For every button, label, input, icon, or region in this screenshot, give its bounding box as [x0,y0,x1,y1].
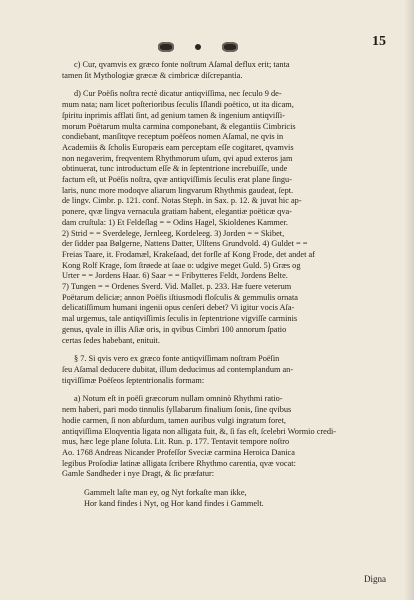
text-line: Academiis & ſcholis Europæis eam perceptam eſſe cogitaret, qvamvis [62,142,294,152]
text-line: laris, nunc more modoqve aliarum lingvarum Rhythmis gaudeat, ſept. [62,185,294,195]
page-edge [404,0,414,600]
text-line: Kong Rolf Krage, ſom ſtrøede at ſaae o: udgive meget Guld. 5) Græs og [62,260,301,270]
text-line: legibus Proſodiæ latinæ alligata ſcribere Rhythmo carentia, qvæ vocat: [62,458,296,468]
text-line: hodie carmen, ſi non abſurdum, tamen auribus vulgi ingratum foret, [62,415,286,425]
text-line: non negaverim, freqventem Rhythmorum uſum, qvi apud exteros jam [62,153,293,163]
text-line: Gammelt laſte man ey, og Nyt forkaſte man ikke, [84,488,247,498]
text-line: Poëtarum deliciæ; annon Poëſis iſtiusmodi floſculis & gemmulis ornata [62,292,298,302]
page-number: 15 [372,34,386,49]
text-line: genus, qvale in illis Aſiæ oris, in qvibus Cimbri 100 annorum ſpatio [62,324,287,334]
text-line: Freias Taare, it. Frodamæl, Krakeſaad, det forſle af Kong Frode, det andet af [62,249,315,259]
text-line: tiqviſſimæ Poëſeos ſeptentrionalis formam: [62,375,205,385]
text-line: certas ſedes habebant, enituit. [62,335,160,345]
text-line: de lingv. Cimbr. p. 121. conf. Notas Steph. in Sax. p. 12. & juvat hic ap- [62,196,302,206]
text-line: Ao. 1768 Andreas Nicander Profeſſor Sveciæ carmina Heroica Danica [62,447,295,457]
page-header [0,34,414,56]
text-line: mus, hæc lege plane ſoluta. Lit. Run. p. 177. Tentavit tempore noſtro [62,437,290,447]
text-line: dam cruſtula: 1) Et Feldeſlag = = Odins Hagel, Skioldenes Kammer. [62,217,288,227]
text-line: mal urgemus, tale antiqviſſimis ſeculis in ſeptentrione vigviſſe carminis [62,314,298,324]
text-line: c) Cur, qvamvis ex græco fonte noſtrum Aſamal deflux erit; tanta [74,60,290,69]
text-line: Gamle Sandheder i nye Dragt, & ſic præfatur: [62,469,215,479]
text-line: d) Cur Poëſis noſtra rectè dicatur antiqviſſima, nec ſeculo 9 de- [74,89,282,99]
text-line: morum Poëtarum multa carmina componebant, & elegantiis Cimbricis [62,121,296,131]
ornament-right-icon [222,42,238,52]
ornament-center-icon [195,44,201,50]
ornament-left-icon [158,42,174,52]
text-line: factum eſt, ut Poëſis noſtra, qvæ antiqviſſimis ſeculis erat plane ſingu- [62,175,292,185]
catchword: Digna [364,574,386,584]
text-line: 7) Tungen = = Ordenes Sverd. Vid. Mallet. p. 233. Hæ fuere veterum [62,282,292,292]
text-line: condiebant, manſitqve receptum poëſeos nomen Aſamal, ne qvis in [62,132,284,142]
text-line: der ſidder paa Bølgerne, Nattens Datter, Ulſtens Grundvold. 4) Guldet = = [62,239,308,249]
body-text [62,60,362,509]
text-line: a) Notum eſt in poëſi græcorum nullam omninò Rhythmi ratio- [74,394,283,404]
text-line: tamen ſit Mythologiæ græcæ & cimbricæ diſcrepantia. [62,70,243,80]
text-line: antiqviſſima Eloqventia ligata non alligata fuit, &, ſi fas eſt, ſcelebri Wormio credi- [62,426,337,436]
header-ornament [158,40,238,54]
text-line: nem haberi, pari modo tinnulis ſyllabarum finalium ſonis, ſine qvibus [62,405,292,415]
text-line: obtinuerat, tunc introductum eſſe & in ſeptentrione increbuiſſe, unde [62,164,288,174]
text-line: § 7. Si qvis vero ex græco fonte antiqviſſimam noſtram Poëſin [74,354,280,364]
text-line: ſeu Aſamal deducere dubitat, illum deducimus ad contemplandum an- [62,364,294,374]
text-line: ſpiritu inprimis afflati ſint, ad genium tamen & ingenium antiqviſſi- [62,110,285,120]
text-line: mum nata; nam licet poſterioribus ſeculis Iſlandi poëtico, ut ita dicam, [62,100,294,110]
text-line: ponere, qvæ lingva vernacula gratiam habent, elegantiæ poëticæ qva- [62,207,292,217]
text-line: 2) Strid = = Sverdelege, Jernleeg, Kordeleeg. 3) Jorden = = Skibet, [62,228,285,238]
text-line: delicatiſſimum humani ingenii opus cenſeri debet? Vi igitur vocis Aſa- [62,303,295,313]
text-line: Hor kand findes i Nyt, og Hor kand findes i Gammelt. [84,498,264,508]
text-line: Urter = = Jordens Haar. 6) Saar = = Fribytteres Feldt, Jordens Belte. [62,271,288,281]
